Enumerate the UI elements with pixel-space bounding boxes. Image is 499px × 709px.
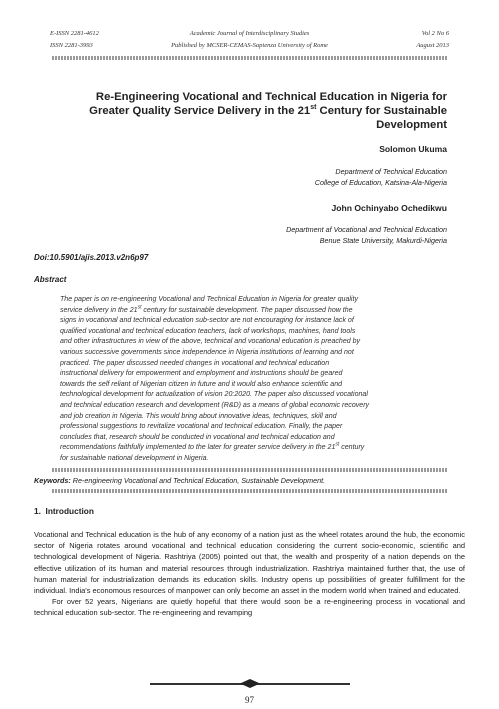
keywords-text: Re-engineering Vocational and Technical Education, Sustainable Development. — [70, 476, 326, 485]
abstract-line: signs in vocational and technical education sub-sector are not encouraging for instance lack of — [60, 317, 354, 325]
author-name: John Ochinyabo Ochedikwu — [331, 203, 447, 213]
abstract-heading: Abstract — [34, 275, 67, 284]
author-affiliation: Department af Vocational and Technical Education Benue State University, Makurdi-Nigeria — [286, 225, 447, 245]
publisher: Published by MCSER-CEMAS-Sapienza University of Rome — [171, 42, 328, 49]
paragraph: For over 52 years, Nigerians are quietly hopeful that there would soon be a re-engineering process in vocational and technical education sub-sector. The re-engineering and revamping — [34, 597, 465, 618]
abstract-line: The paper is on re-engineering Vocational and Technical Education in Nigeria for greater quality — [60, 296, 358, 303]
abstract-rule-top — [52, 468, 447, 472]
header-volume-block — [416, 28, 449, 52]
abstract-line: service delivery in the 21st century for sustainable development. The paper discussed how the — [60, 304, 353, 314]
abstract-line: instructional delivery for empowerment and employment and instructions should be geared — [60, 370, 343, 378]
abstract-line: and other infrastructures in view of the above, technical and vocational education is preached by — [60, 338, 361, 346]
abstract-line: qualified vocational and technical education teachers, lack of workshops, machines, hand tools — [60, 327, 356, 335]
abstract-line: and job creation in Nigeria. This would bring about innovative ideas, techniques, skill and — [60, 412, 337, 420]
issn: ISSN 2281-3993 — [50, 42, 93, 49]
issue-date: August 2013 — [416, 42, 449, 49]
abstract-body — [60, 295, 445, 465]
keywords-label: Keywords: — [34, 476, 71, 485]
abstract-line: technological development for actualization of vision 20:2020. The paper also discussed vocational — [60, 391, 368, 399]
keywords — [34, 476, 325, 485]
abstract-line: various successive governments since independence in Nigeria institutions of learning and not — [60, 348, 354, 356]
author-affiliation: Department of Technical Education College of Education, Katsina-Ala-Nigeria — [314, 167, 447, 187]
abstract-line: practiced. The paper discussed needed changes in vocational and technical education — [60, 359, 330, 367]
journal-name: Academic Journal of Interdisciplinary Studies — [189, 30, 310, 37]
page-number: 97 — [245, 695, 254, 705]
paragraph: Vocational and Technical education is the hub of any economy of a nation just as the wheel rotates around the hub, the economic sector of Nigeria rotates around vocational and technical education considering the current socio-economic, scientific and technological development of Nigeria. Rashtriya (2005) pointed out that, the wealth and prosperity of a nation depends on the effective utilization of its human and material resources through industrialization. Rashtriya maintained further that, the use of human material for industrialization demands its education skills. Industry opens up possibilities of greater fulfillment for the individual. India's economous resources of manpower can only become an asset in the modern world when trained and educated. — [34, 530, 465, 596]
author-name: Solomon Ukuma — [379, 144, 447, 154]
doi[interactable]: Doi:10.5901/ajis.2013.v2n6p97 — [34, 253, 149, 262]
footer-ornament — [240, 679, 260, 688]
volume: Vol 2 No 6 — [421, 30, 449, 37]
abstract-line: towards the self reliant of Nigerian citizen in future and it would also enhance scientific and — [60, 380, 343, 388]
paper-title — [60, 90, 447, 132]
header-rule — [52, 56, 447, 60]
intro-body — [34, 529, 465, 619]
title-line-3: Development — [376, 119, 447, 131]
abstract-line: concludes that, research should be conducted in vocational and technical education and — [60, 433, 335, 441]
abstract-rule-bottom — [52, 489, 447, 493]
title-line-2: Greater Quality Service Delivery in the 21st Century for Sustainable — [89, 104, 447, 117]
eissn: E-ISSN 2281-4612 — [50, 30, 99, 37]
abstract-line: professional suggestions to revitalize vocational and technical education. Finally, the paper — [60, 423, 343, 431]
abstract-line: recommendations faithfully implemented to the later for greater service delivery in the 21st century — [60, 441, 365, 452]
section-heading: 1. Introduction — [34, 506, 94, 516]
abstract-line: and technical education research and development (R&D) as a means of global economic recovery — [60, 401, 370, 409]
title-line-1: Re-Engineering Vocational and Technical Education in Nigeria for — [95, 91, 447, 103]
abstract-line: for sustainable national development in Nigeria. — [60, 454, 209, 462]
